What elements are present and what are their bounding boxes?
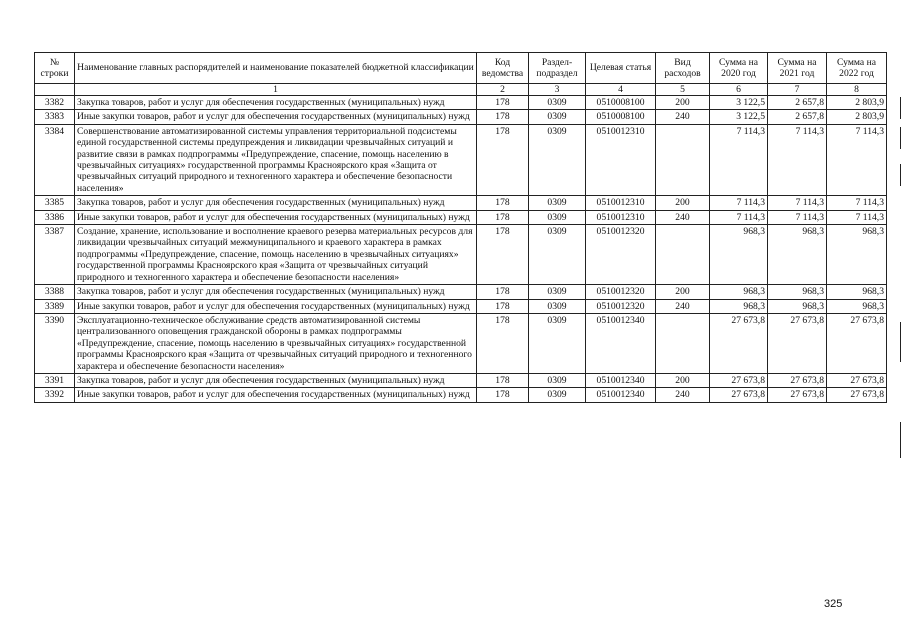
row-sum-2021-cell: 2 657,8 <box>768 110 827 124</box>
row-target-cell: 0510012310 <box>586 124 656 195</box>
row-number-cell: 3384 <box>35 124 75 195</box>
row-section-cell: 0309 <box>529 210 586 224</box>
margin-mark <box>900 97 901 119</box>
row-type-cell: 240 <box>656 210 710 224</box>
row-number-cell: 3382 <box>35 96 75 110</box>
column-number: 5 <box>656 84 710 96</box>
row-sum-2021-cell: 7 114,3 <box>768 210 827 224</box>
header-section: Раздел-подраздел <box>529 53 586 84</box>
row-type-cell: 200 <box>656 196 710 210</box>
row-number-cell: 3391 <box>35 373 75 387</box>
row-sum-2020-cell: 968,3 <box>710 299 768 313</box>
table-row <box>35 285 887 299</box>
row-sum-2021-cell: 7 114,3 <box>768 124 827 195</box>
budget-table <box>34 52 887 403</box>
row-type-cell: 200 <box>656 285 710 299</box>
row-number-cell: 3386 <box>35 210 75 224</box>
row-sum-2022-cell: 968,3 <box>827 225 887 285</box>
row-number-cell: 3385 <box>35 196 75 210</box>
row-target-cell: 0510012320 <box>586 299 656 313</box>
row-section-cell: 0309 <box>529 285 586 299</box>
column-number: 1 <box>75 84 477 96</box>
table-row <box>35 110 887 124</box>
row-type-cell: 240 <box>656 299 710 313</box>
row-type-cell: 240 <box>656 110 710 124</box>
row-sum-2022-cell: 2 803,9 <box>827 110 887 124</box>
row-name-cell: Иные закупки товаров, работ и услуг для обеспечения государственных (муниципальных) нужд <box>75 388 477 402</box>
row-code-cell: 178 <box>477 110 529 124</box>
row-target-cell: 0510012340 <box>586 313 656 373</box>
row-name-cell: Эксплуатационно-техническое обслуживание средств автоматизированной системы централизованного оповещения гражданской обороны в рамках подпрограммы «Предупреждение, спасение, помощь населению в чрезвычайных ситуациях» государственной программы Красноярского края «Защита от чрезвычайных ситуаций природного и техногенного характера и обеспечение безопасности населения» <box>75 313 477 373</box>
row-sum-2022-cell: 27 673,8 <box>827 373 887 387</box>
table-row <box>35 124 887 195</box>
margin-mark <box>900 322 901 362</box>
header-name: Наименование главных распорядителей и наименование показателей бюджетной классификации <box>75 53 477 84</box>
table-row <box>35 96 887 110</box>
row-sum-2020-cell: 968,3 <box>710 285 768 299</box>
row-name-cell: Иные закупки товаров, работ и услуг для обеспечения государственных (муниципальных) нужд <box>75 299 477 313</box>
row-target-cell: 0510012320 <box>586 225 656 285</box>
row-type-cell <box>656 124 710 195</box>
table-row <box>35 210 887 224</box>
row-type-cell <box>656 225 710 285</box>
header-sum-2021: Сумма на 2021 год <box>768 53 827 84</box>
row-name-cell: Создание, хранение, использование и восполнение краевого резерва материальных ресурсов для ликвидации чрезвычайных ситуаций межмуниципального и краевого характера в рамках подпрограммы «Предупреждение, спасение, помощь населению в чрезвычайных ситуациях» государственной программы Красноярского края «Защита от чрезвычайных ситуаций природного и техногенного характера и обеспечение безопасности населения» <box>75 225 477 285</box>
row-sum-2022-cell: 7 114,3 <box>827 196 887 210</box>
row-target-cell: 0510008100 <box>586 110 656 124</box>
row-sum-2020-cell: 27 673,8 <box>710 388 768 402</box>
row-sum-2021-cell: 968,3 <box>768 299 827 313</box>
column-number: 4 <box>586 84 656 96</box>
row-name-cell: Закупка товаров, работ и услуг для обеспечения государственных (муниципальных) нужд <box>75 96 477 110</box>
row-type-cell <box>656 313 710 373</box>
header-type: Вид расходов <box>656 53 710 84</box>
row-sum-2022-cell: 7 114,3 <box>827 210 887 224</box>
table-row <box>35 225 887 285</box>
margin-mark <box>900 422 901 458</box>
row-sum-2021-cell: 27 673,8 <box>768 313 827 373</box>
row-section-cell: 0309 <box>529 96 586 110</box>
row-sum-2021-cell: 27 673,8 <box>768 373 827 387</box>
row-number-cell: 3390 <box>35 313 75 373</box>
row-code-cell: 178 <box>477 299 529 313</box>
document-sheet <box>34 52 886 403</box>
row-sum-2021-cell: 27 673,8 <box>768 388 827 402</box>
row-sum-2021-cell: 2 657,8 <box>768 96 827 110</box>
row-name-cell: Закупка товаров, работ и услуг для обеспечения государственных (муниципальных) нужд <box>75 196 477 210</box>
table-header <box>35 53 887 96</box>
column-number <box>35 84 75 96</box>
row-code-cell: 178 <box>477 285 529 299</box>
column-number: 7 <box>768 84 827 96</box>
row-code-cell: 178 <box>477 196 529 210</box>
row-section-cell: 0309 <box>529 225 586 285</box>
row-type-cell: 240 <box>656 388 710 402</box>
row-name-cell: Иные закупки товаров, работ и услуг для обеспечения государственных (муниципальных) нужд <box>75 210 477 224</box>
page-number: 325 <box>824 598 843 610</box>
row-name-cell: Иные закупки товаров, работ и услуг для обеспечения государственных (муниципальных) нужд <box>75 110 477 124</box>
row-target-cell: 0510012310 <box>586 210 656 224</box>
column-number-row <box>35 84 887 96</box>
row-number-cell: 3392 <box>35 388 75 402</box>
header-code: Код ведомства <box>477 53 529 84</box>
row-section-cell: 0309 <box>529 110 586 124</box>
row-sum-2021-cell: 968,3 <box>768 285 827 299</box>
row-sum-2020-cell: 3 122,5 <box>710 96 768 110</box>
row-sum-2020-cell: 3 122,5 <box>710 110 768 124</box>
margin-mark <box>900 127 901 149</box>
margin-mark <box>900 164 901 186</box>
row-type-cell: 200 <box>656 96 710 110</box>
table-row <box>35 299 887 313</box>
row-section-cell: 0309 <box>529 373 586 387</box>
row-section-cell: 0309 <box>529 388 586 402</box>
row-sum-2020-cell: 968,3 <box>710 225 768 285</box>
row-section-cell: 0309 <box>529 124 586 195</box>
row-name-cell: Совершенствование автоматизированной системы управления территориальной подсистемы единой государственной системы предупреждения и ликвидации чрезвычайных ситуаций и развитие связи в рамках подпрограммы «Предупреждение, спасение, помощь населению в чрезвычайных ситуациях» государственной программы Красноярского края «Защита от чрезвычайных ситуаций природного и техногенного характера и обеспечение безопасности населения» <box>75 124 477 195</box>
row-type-cell: 200 <box>656 373 710 387</box>
row-number-cell: 3389 <box>35 299 75 313</box>
row-number-cell: 3387 <box>35 225 75 285</box>
column-number: 3 <box>529 84 586 96</box>
row-code-cell: 178 <box>477 388 529 402</box>
header-row <box>35 53 887 84</box>
row-sum-2020-cell: 27 673,8 <box>710 373 768 387</box>
row-code-cell: 178 <box>477 210 529 224</box>
row-target-cell: 0510012340 <box>586 373 656 387</box>
header-sum-2020: Сумма на 2020 год <box>710 53 768 84</box>
table-row <box>35 313 887 373</box>
row-sum-2021-cell: 7 114,3 <box>768 196 827 210</box>
row-sum-2022-cell: 968,3 <box>827 299 887 313</box>
row-code-cell: 178 <box>477 313 529 373</box>
table-row <box>35 388 887 402</box>
row-sum-2022-cell: 2 803,9 <box>827 96 887 110</box>
row-code-cell: 178 <box>477 96 529 110</box>
row-name-cell: Закупка товаров, работ и услуг для обеспечения государственных (муниципальных) нужд <box>75 285 477 299</box>
row-sum-2021-cell: 968,3 <box>768 225 827 285</box>
table-row <box>35 196 887 210</box>
row-target-cell: 0510012340 <box>586 388 656 402</box>
row-sum-2022-cell: 968,3 <box>827 285 887 299</box>
row-sum-2020-cell: 7 114,3 <box>710 196 768 210</box>
header-sum-2022: Сумма на 2022 год <box>827 53 887 84</box>
table-row <box>35 373 887 387</box>
row-name-cell: Закупка товаров, работ и услуг для обеспечения государственных (муниципальных) нужд <box>75 373 477 387</box>
column-number: 8 <box>827 84 887 96</box>
row-sum-2020-cell: 7 114,3 <box>710 124 768 195</box>
row-target-cell: 0510012320 <box>586 285 656 299</box>
row-number-cell: 3388 <box>35 285 75 299</box>
row-code-cell: 178 <box>477 373 529 387</box>
header-row-number: № строки <box>35 53 75 84</box>
row-section-cell: 0309 <box>529 196 586 210</box>
row-section-cell: 0309 <box>529 313 586 373</box>
column-number: 2 <box>477 84 529 96</box>
row-sum-2020-cell: 7 114,3 <box>710 210 768 224</box>
header-target: Целевая статья <box>586 53 656 84</box>
row-target-cell: 0510012310 <box>586 196 656 210</box>
row-code-cell: 178 <box>477 124 529 195</box>
column-number: 6 <box>710 84 768 96</box>
row-sum-2020-cell: 27 673,8 <box>710 313 768 373</box>
row-sum-2022-cell: 27 673,8 <box>827 313 887 373</box>
row-sum-2022-cell: 7 114,3 <box>827 124 887 195</box>
row-number-cell: 3383 <box>35 110 75 124</box>
row-section-cell: 0309 <box>529 299 586 313</box>
row-code-cell: 178 <box>477 225 529 285</box>
table-body <box>35 96 887 403</box>
row-sum-2022-cell: 27 673,8 <box>827 388 887 402</box>
row-target-cell: 0510008100 <box>586 96 656 110</box>
